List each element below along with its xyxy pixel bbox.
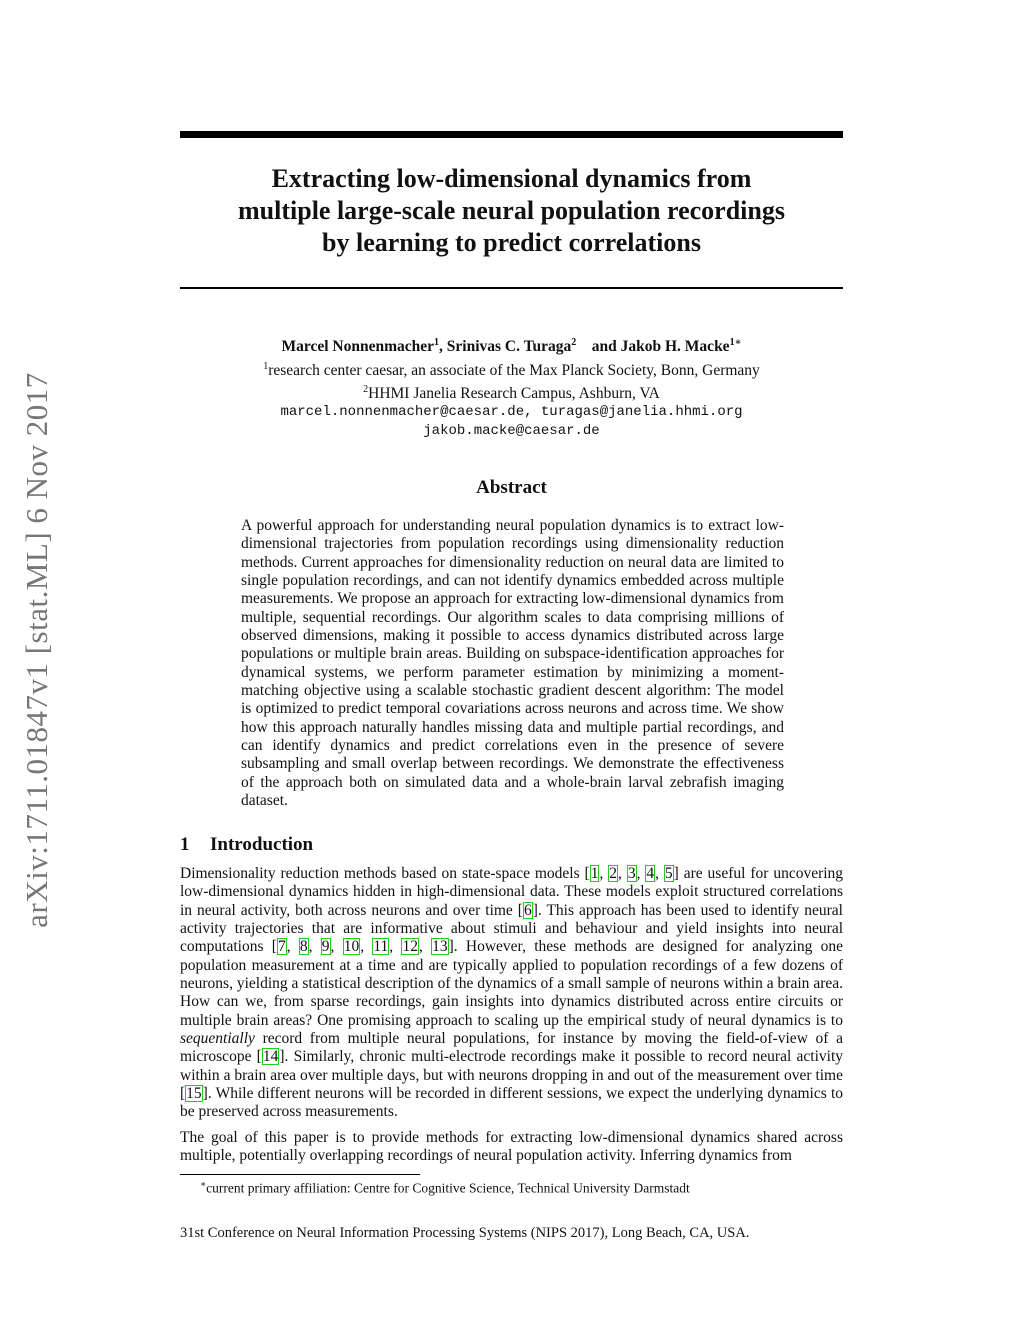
text-run: record from multiple neural populations, for instance by moving the field-of-view of a microscope [: [180, 1030, 843, 1066]
affiliation-text: research center caesar, an associate of the Max Planck Society, Bonn, Germany: [268, 362, 760, 380]
citation-link[interactable]: 14: [262, 1048, 279, 1066]
citation-link[interactable]: 13: [432, 938, 448, 956]
citation-link[interactable]: 5: [664, 865, 673, 882]
author-names: [180, 333, 843, 357]
citation-link[interactable]: 12: [402, 938, 418, 956]
title-rule-bottom: [180, 287, 843, 289]
title-rule-top: [180, 131, 843, 138]
text-run: Dimensionality reduction methods based on state-space models [: [180, 865, 590, 882]
affiliation-2: [180, 380, 843, 403]
footnote-text: current primary affiliation: Centre for Cognitive Science, Technical University Darmstadt: [206, 1180, 690, 1196]
section-title: Introduction: [210, 834, 314, 855]
emphasis: sequentially: [180, 1030, 255, 1048]
author-block: [180, 333, 843, 441]
title-line: multiple large-scale neural population recordings: [238, 196, 785, 225]
author-affil-mark: 2: [571, 337, 577, 348]
title-line: Extracting low-dimensional dynamics from: [271, 164, 752, 193]
abstract-heading: Abstract: [476, 477, 547, 498]
title-line: by learning to predict correlations: [322, 228, 701, 257]
citation-link[interactable]: 9: [321, 938, 330, 956]
arxiv-stamp-text: arXiv:1711.01847v1 [stat.ML] 6 Nov 2017: [19, 372, 54, 928]
footnote-rule: [180, 1174, 420, 1175]
author-name: and Jakob H. Macke: [591, 338, 730, 356]
citation-link[interactable]: 8: [299, 938, 308, 956]
author-name: Marcel Nonnenmacher: [281, 338, 435, 356]
abstract-text: A powerful approach for understanding neural population dynamics is to extract low-dimensional trajectories from population recordings using dimensionality reduction methods. Current approaches for dimensionality reduction on neural data are limited to single population recordings, and can not identify dynamics embedded across multiple measurements. We propose an approach for extracting low-dimensional dynamics from multiple, sequential recordings. Our algorithm scales to data comprising millions of observed dimensions, making it possible to access dynamics distributed across large populations or multiple brain areas. Building on subspace-identification approaches for dynamical systems, we perform parameter estimation by minimizing a moment-matching objective using a scalable stochastic gradient descent algorithm: The model is optimized to predict temporal covariations across neurons and across time. We show how this approach naturally handles missing data and multiple partial recordings, and can identify dynamics and predict correlations even in the presence of severe subsampling and small overlap between recordings. We demonstrate the effectiveness of the approach both on simulated data and a whole-brain larval zebrafish imaging dataset.: [241, 517, 784, 810]
section-heading-introduction: [180, 834, 313, 856]
affiliation-1: [180, 357, 843, 380]
citation-link[interactable]: 11: [373, 938, 389, 956]
citation-link[interactable]: 2: [609, 865, 618, 882]
author-emails[interactable]: marcel.nonnenmacher@caesar.de, turagas@janelia.hhmi.org: [280, 404, 743, 421]
affiliation-text: HHMI Janelia Research Campus, Ashburn, VA: [368, 385, 660, 403]
arxiv-stamp: [12, 350, 62, 950]
text-run: ]. While different neurons will be recorded in different sessions, we expect the underlying dynamics to be preserved across measurements.: [180, 1085, 843, 1121]
citation-link[interactable]: 4: [646, 865, 655, 882]
author-affil-mark: 1: [434, 337, 440, 348]
footnote: [200, 1179, 690, 1197]
text-run: ]. Similarly, chronic multi-electrode recordings make it possible to record neural activity within a brain area over multiple days, but with neurons dropping in and out of the measurement over time [: [180, 1048, 844, 1103]
text-run: ] are useful for uncovering low-dimensional dynamics hidden in high-dimensional data. These models exploit structured correlations in neural activity, both across neurons and over time [: [180, 865, 844, 919]
citation-link[interactable]: 3: [627, 865, 636, 882]
affil-mark: 2: [363, 384, 369, 396]
citation-link[interactable]: 10: [343, 938, 360, 956]
footnote-mark: ∗: [200, 1179, 207, 1189]
citation-link[interactable]: 15: [186, 1085, 202, 1103]
author-affil-mark: 1∗: [729, 337, 742, 348]
section-number: 1: [180, 834, 190, 855]
affil-mark: 1: [263, 361, 269, 373]
conference-venue: 31st Conference on Neural Information Processing Systems (NIPS 2017), Long Beach, CA, USA.: [180, 1225, 750, 1241]
citation-link[interactable]: 1: [590, 865, 599, 882]
text-run: ]. However, these methods are designed for analyzing one population measurement at a time and are typically applied to population recordings of a few dozens of neurons, yielding a statistical description of the dynamics of a small sample of neurons within a brain area. How can we, from sparse recordings, gain insights into dynamics distributed across entire circuits or multiple brain areas? One promising approach to scaling up the empirical study of neural dynamics is to: [180, 938, 844, 1029]
intro-paragraph-2: The goal of this paper is to provide methods for extracting low-dimensional dynamics shared across multiple, potentially overlapping recordings of neural population activity. Inferring dynamics from: [180, 1128, 843, 1165]
author-email[interactable]: jakob.macke@caesar.de: [423, 423, 600, 440]
text-run: ]. This approach has been used to identify neural activity trajectories that are informative about stimuli and behaviour and yield insights into neural computations [: [180, 901, 843, 956]
citation-link[interactable]: 7: [277, 938, 286, 956]
paper-title: [180, 163, 843, 259]
intro-paragraph-1: Dimensionality reduction methods based on state-space models [1, 2, 3, 4, 5] are useful for uncovering low-dimensional dynamics hidden in high-dimensional data. These models exploit structured correlations in neural activity, both across neurons and over time [6]. This approach has been used to identify neural activity trajectories that are informative about stimuli and behaviour and yield insights into neural computations [7, 8, 9, 10, 11, 12, 13]. However, these methods are designed for analyzing one population measurement at a time and are typically applied to population recordings of a few dozens of neurons, yielding a statistical description of the dynamics of a small sample of neurons within a brain area. How can we, from sparse recordings, gain insights into dynamics distributed across entire circuits or multiple brain areas? One promising approach to scaling up the empirical study of neural dynamics is to sequentially record from multiple neural populations, for instance by moving the field-of-view of a microscope [14]. Similarly, chronic multi-electrode recordings make it possible to record neural activity within a brain area over multiple days, but with neurons dropping in and out of the measurement over time [15]. While different neurons will be recorded in different sessions, we expect the underlying dynamics to be preserved across measurements.: [180, 865, 844, 1121]
author-name: , Srinivas C. Turaga: [439, 338, 572, 356]
citation-link[interactable]: 6: [523, 901, 532, 919]
introduction-body: [180, 865, 843, 1173]
